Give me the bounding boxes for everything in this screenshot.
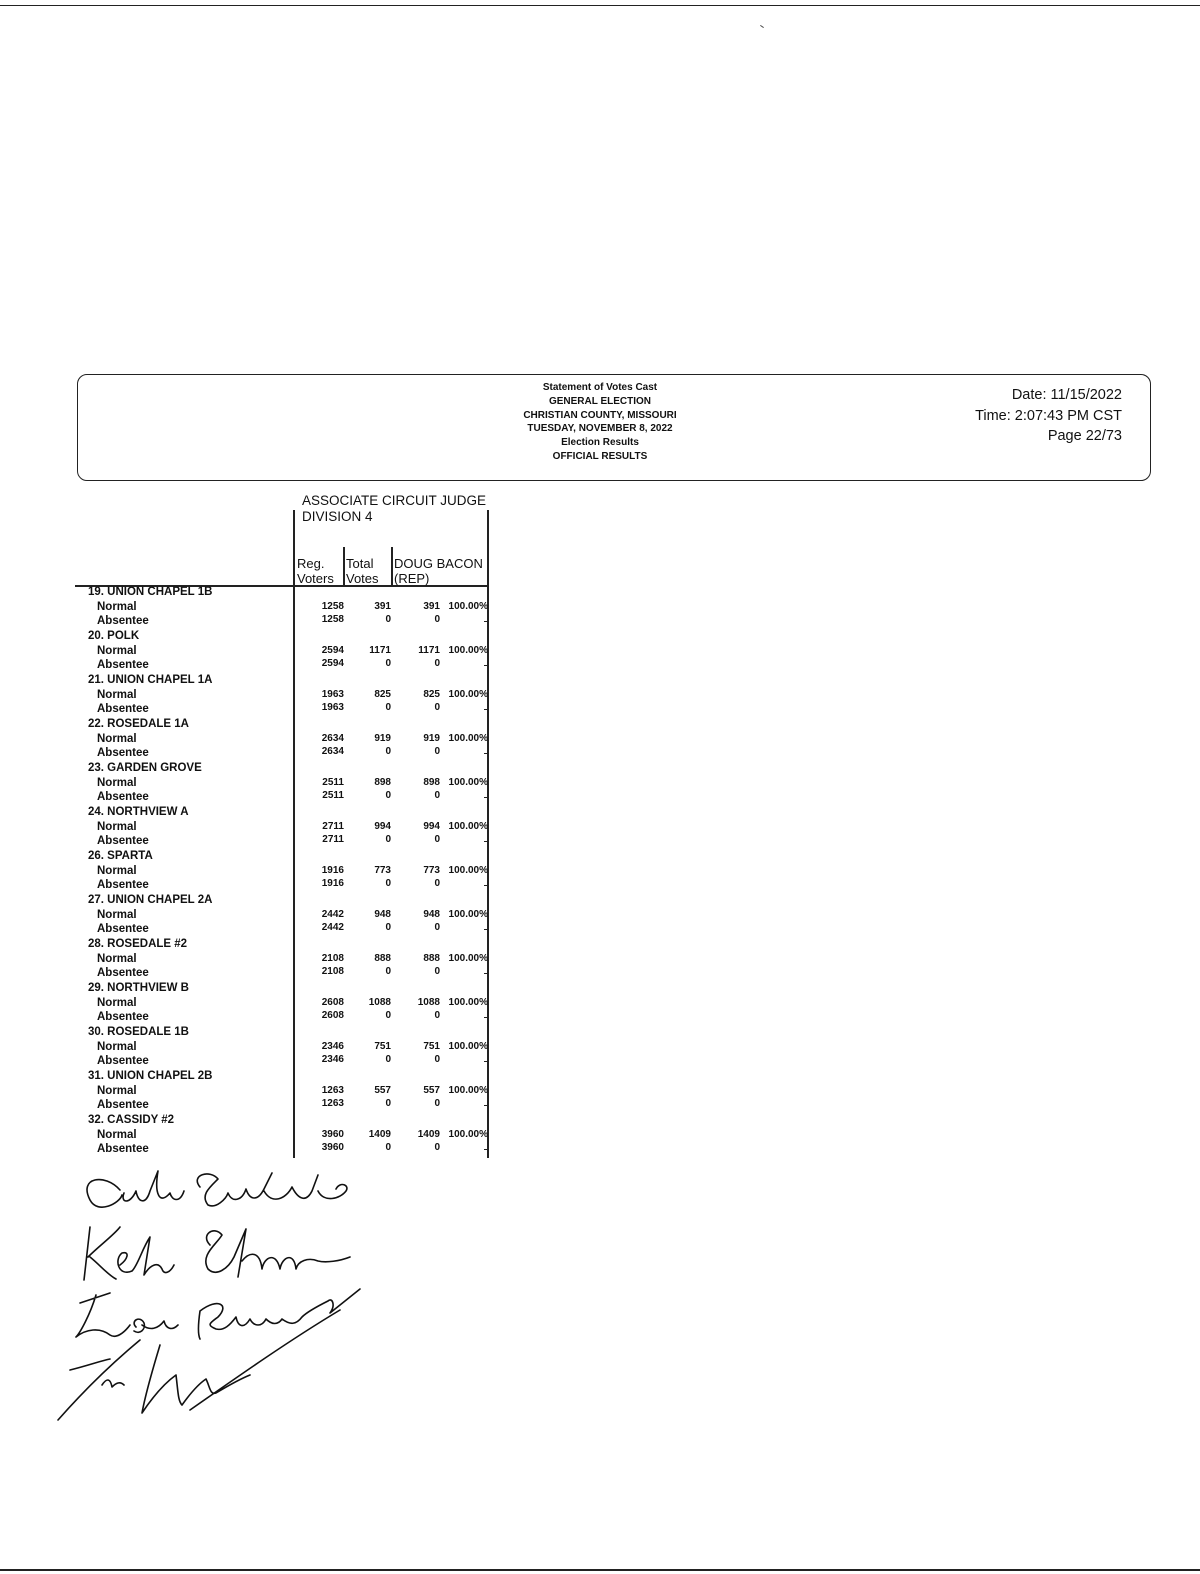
precinct-name: 19. UNION CHAPEL 1B <box>88 586 213 598</box>
absentee-reg-voters: 2511 <box>322 790 344 801</box>
contest-title <box>302 493 502 524</box>
absentee-pct-dash <box>484 929 488 930</box>
col-total-votes <box>346 556 379 586</box>
absentee-pct-dash <box>484 1061 488 1062</box>
col-reg-voters <box>297 556 334 586</box>
absentee-candidate-votes: 0 <box>434 746 440 757</box>
normal-reg-voters: 2108 <box>321 953 344 964</box>
report-title-line: OFFICIAL RESULTS <box>552 450 648 462</box>
normal-reg-voters: 1263 <box>321 1085 344 1096</box>
normal-candidate-pct: 100.00% <box>448 909 488 920</box>
col-candidate-line: DOUG BACON <box>394 556 483 571</box>
absentee-reg-voters: 1963 <box>321 702 344 713</box>
normal-total-votes: 1409 <box>368 1129 391 1140</box>
absentee-label: Absentee <box>97 1099 149 1111</box>
precinct-name: 31. UNION CHAPEL 2B <box>88 1070 213 1082</box>
absentee-total-votes: 0 <box>385 966 391 977</box>
normal-reg-voters: 1916 <box>321 865 344 876</box>
normal-candidate-pct: 100.00% <box>448 997 488 1008</box>
normal-candidate-pct: 100.00% <box>448 1129 488 1140</box>
report-title-line: CHRISTIAN COUNTY, MISSOURI <box>523 409 677 421</box>
signature-carla-essick <box>87 1171 347 1207</box>
absentee-candidate-votes: 0 <box>434 702 440 713</box>
normal-reg-voters: 1963 <box>321 689 344 700</box>
precinct-name: 27. UNION CHAPEL 2A <box>88 894 213 906</box>
handwritten-signatures <box>50 1165 380 1435</box>
normal-reg-voters: 2442 <box>321 909 344 920</box>
absentee-total-votes: 0 <box>385 1098 391 1109</box>
contest-title-line: ASSOCIATE CIRCUIT JUDGE <box>302 493 487 508</box>
precinct-name: 21. UNION CHAPEL 1A <box>88 674 213 686</box>
col-reg-line: Reg. <box>297 556 325 571</box>
absentee-label: Absentee <box>97 747 149 759</box>
absentee-total-votes: 0 <box>385 702 391 713</box>
col-total-line: Total <box>346 556 374 571</box>
normal-label: Normal <box>97 953 137 965</box>
normal-candidate-pct: 100.00% <box>448 821 488 832</box>
normal-candidate-votes: 1171 <box>418 645 440 656</box>
absentee-candidate-votes: 0 <box>434 614 440 625</box>
absentee-total-votes: 0 <box>385 1010 391 1021</box>
absentee-total-votes: 0 <box>385 614 391 625</box>
absentee-candidate-votes: 0 <box>434 1142 440 1153</box>
normal-reg-voters: 2346 <box>321 1041 344 1052</box>
normal-label: Normal <box>97 777 137 789</box>
absentee-reg-voters: 1258 <box>321 614 344 625</box>
scan-speck <box>760 25 764 28</box>
absentee-total-votes: 0 <box>385 1142 391 1153</box>
precinct-name: 28. ROSEDALE #2 <box>88 938 188 950</box>
absentee-label: Absentee <box>97 967 149 979</box>
precinct-name: 20. POLK <box>88 630 140 642</box>
signature-kelsee-ehm <box>84 1227 350 1280</box>
absentee-pct-dash <box>484 1149 488 1150</box>
absentee-pct-dash <box>484 1017 488 1018</box>
report-header <box>77 374 1151 481</box>
precinct-name: 23. GARDEN GROVE <box>88 762 202 774</box>
absentee-total-votes: 0 <box>385 1054 391 1065</box>
absentee-label: Absentee <box>97 835 149 847</box>
normal-label: Normal <box>97 821 137 833</box>
col-reg-line: Voters <box>297 571 334 586</box>
normal-candidate-votes: 994 <box>423 821 440 832</box>
absentee-label: Absentee <box>97 879 149 891</box>
column-divider <box>391 547 393 585</box>
col-total-line: Votes <box>346 571 379 586</box>
report-title-line: Statement of Votes Cast <box>542 382 658 393</box>
normal-total-votes: 1171 <box>369 645 391 656</box>
normal-total-votes: 773 <box>374 865 391 876</box>
normal-label: Normal <box>97 645 137 657</box>
absentee-reg-voters: 2608 <box>321 1010 344 1021</box>
normal-label: Normal <box>97 1041 137 1053</box>
page-number: Page 22/73 <box>1047 428 1122 444</box>
normal-candidate-pct: 100.00% <box>448 733 488 744</box>
normal-candidate-votes: 391 <box>423 601 440 612</box>
absentee-label: Absentee <box>97 659 149 671</box>
contest-title-line: DIVISION 4 <box>302 508 373 524</box>
precinct-name: 29. NORTHVIEW B <box>88 982 189 994</box>
normal-reg-voters: 3960 <box>321 1129 344 1140</box>
normal-candidate-votes: 898 <box>423 777 440 788</box>
report-time: Time: 2:07:43 PM CST <box>975 407 1122 424</box>
absentee-total-votes: 0 <box>385 790 391 801</box>
absentee-candidate-votes: 0 <box>434 1010 440 1021</box>
absentee-pct-dash <box>484 753 488 754</box>
normal-reg-voters: 2634 <box>321 733 344 744</box>
normal-label: Normal <box>97 909 137 921</box>
normal-candidate-votes: 888 <box>423 953 440 964</box>
normal-total-votes: 888 <box>374 953 391 964</box>
absentee-label: Absentee <box>97 615 149 627</box>
absentee-label: Absentee <box>97 1011 149 1023</box>
absentee-reg-voters: 2634 <box>321 746 344 757</box>
absentee-candidate-votes: 0 <box>434 790 440 801</box>
normal-candidate-votes: 948 <box>423 909 440 920</box>
normal-label: Normal <box>97 689 137 701</box>
absentee-candidate-votes: 0 <box>434 1054 440 1065</box>
normal-label: Normal <box>97 733 137 745</box>
absentee-reg-voters: 2346 <box>321 1054 344 1065</box>
normal-reg-voters: 2711 <box>322 821 344 832</box>
scan-edge-top <box>0 5 1200 6</box>
normal-candidate-pct: 100.00% <box>448 953 488 964</box>
normal-reg-voters: 2594 <box>321 645 344 656</box>
normal-candidate-votes: 773 <box>423 865 440 876</box>
normal-candidate-pct: 100.00% <box>448 777 488 788</box>
normal-label: Normal <box>97 1129 137 1141</box>
normal-reg-voters: 1258 <box>321 601 344 612</box>
absentee-total-votes: 0 <box>385 746 391 757</box>
absentee-reg-voters: 1263 <box>321 1098 344 1109</box>
normal-candidate-pct: 100.00% <box>448 645 488 656</box>
absentee-total-votes: 0 <box>385 922 391 933</box>
normal-label: Normal <box>97 1085 137 1097</box>
absentee-label: Absentee <box>97 1143 149 1155</box>
normal-total-votes: 948 <box>374 909 391 920</box>
report-date: Date: 11/15/2022 <box>1011 387 1122 403</box>
normal-total-votes: 898 <box>374 777 391 788</box>
absentee-label: Absentee <box>97 703 149 715</box>
absentee-candidate-votes: 0 <box>434 966 440 977</box>
precinct-name: 22. ROSEDALE 1A <box>88 718 189 730</box>
absentee-label: Absentee <box>97 1055 149 1067</box>
col-candidate-line: (REP) <box>394 571 430 586</box>
absentee-total-votes: 0 <box>385 834 391 845</box>
normal-reg-voters: 2608 <box>321 997 344 1008</box>
normal-candidate-pct: 100.00% <box>448 1085 488 1096</box>
absentee-candidate-votes: 0 <box>434 1098 440 1109</box>
absentee-pct-dash <box>484 841 488 842</box>
absentee-reg-voters: 2711 <box>322 834 344 845</box>
normal-total-votes: 919 <box>374 733 391 744</box>
normal-label: Normal <box>97 865 137 877</box>
normal-candidate-votes: 557 <box>423 1085 440 1096</box>
absentee-pct-dash <box>484 885 488 886</box>
precinct-name: 26. SPARTA <box>88 850 153 862</box>
scan-edge-bottom <box>0 1569 1200 1571</box>
normal-reg-voters: 2511 <box>322 777 344 788</box>
normal-total-votes: 557 <box>374 1085 391 1096</box>
normal-label: Normal <box>97 601 137 613</box>
absentee-pct-dash <box>484 1105 488 1106</box>
normal-candidate-pct: 100.00% <box>448 601 488 612</box>
absentee-reg-voters: 2108 <box>321 966 344 977</box>
absentee-total-votes: 0 <box>385 878 391 889</box>
report-title-line: TUESDAY, NOVEMBER 8, 2022 <box>527 423 673 435</box>
absentee-candidate-votes: 0 <box>434 922 440 933</box>
normal-candidate-votes: 919 <box>423 733 440 744</box>
absentee-pct-dash <box>484 797 488 798</box>
report-title-line: GENERAL ELECTION <box>548 395 652 407</box>
normal-candidate-votes: 825 <box>423 689 440 700</box>
normal-total-votes: 391 <box>374 601 391 612</box>
table-left-rule <box>293 510 295 1158</box>
absentee-total-votes: 0 <box>385 658 391 669</box>
absentee-pct-dash <box>484 621 488 622</box>
column-divider <box>343 547 345 585</box>
precinct-name: 30. ROSEDALE 1B <box>88 1026 189 1038</box>
precinct-name: 32. CASSIDY #2 <box>88 1114 175 1126</box>
absentee-pct-dash <box>484 665 488 666</box>
absentee-reg-voters: 2442 <box>321 922 344 933</box>
normal-total-votes: 1088 <box>368 997 391 1008</box>
report-meta <box>975 385 1122 447</box>
normal-candidate-votes: 1409 <box>417 1129 440 1140</box>
normal-candidate-votes: 1088 <box>417 997 440 1008</box>
absentee-label: Absentee <box>97 923 149 935</box>
normal-candidate-pct: 100.00% <box>448 865 488 876</box>
absentee-reg-voters: 3960 <box>321 1142 344 1153</box>
absentee-label: Absentee <box>97 791 149 803</box>
signature-lisa-russell <box>76 1289 360 1339</box>
report-title-line: Election Results <box>561 437 639 449</box>
normal-candidate-pct: 100.00% <box>448 689 488 700</box>
absentee-candidate-votes: 0 <box>434 878 440 889</box>
normal-candidate-votes: 751 <box>423 1041 440 1052</box>
absentee-pct-dash <box>484 709 488 710</box>
normal-total-votes: 994 <box>374 821 391 832</box>
absentee-pct-dash <box>484 973 488 974</box>
precinct-name: 24. NORTHVIEW A <box>88 806 189 818</box>
normal-total-votes: 825 <box>374 689 391 700</box>
normal-candidate-pct: 100.00% <box>448 1041 488 1052</box>
normal-total-votes: 751 <box>374 1041 391 1052</box>
absentee-reg-voters: 2594 <box>321 658 344 669</box>
report-title-block <box>480 381 720 464</box>
absentee-candidate-votes: 0 <box>434 834 440 845</box>
absentee-reg-voters: 1916 <box>321 878 344 889</box>
col-candidate <box>394 556 483 586</box>
normal-label: Normal <box>97 997 137 1009</box>
absentee-candidate-votes: 0 <box>434 658 440 669</box>
